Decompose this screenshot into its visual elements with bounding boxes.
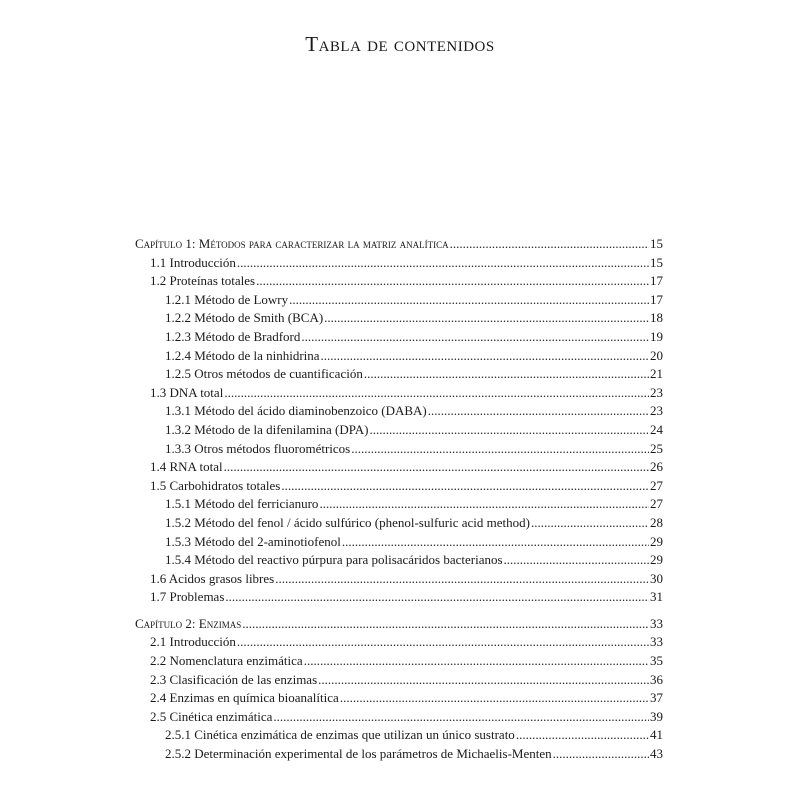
dot-leader	[504, 551, 649, 570]
toc-entry	[135, 347, 663, 366]
toc-entry	[135, 726, 663, 745]
dot-leader	[273, 708, 649, 727]
toc-entry-label: 1.2.1 Método de Lowry	[165, 291, 289, 307]
toc-entry-label: 2.5.2 Determinación experimental de los parámetros de Michaelis-Menten	[165, 746, 552, 762]
toc-entry-label: 1.3.3 Otros métodos fluorométricos	[165, 440, 351, 456]
toc-page-number: 43	[650, 746, 663, 762]
toc-page-number: 24	[650, 421, 663, 437]
toc-entry-label: 1.2.2 Método de Smith (BCA)	[165, 310, 324, 326]
dot-leader	[225, 588, 649, 607]
toc-entry-label: 2.3 Clasificación de las enzimas	[150, 671, 318, 687]
dot-leader	[340, 689, 649, 708]
dot-leader	[237, 633, 649, 652]
toc-entry	[135, 514, 663, 533]
dot-leader	[318, 671, 649, 690]
toc-entry-label: Capítulo 2: Enzimas	[135, 615, 242, 631]
toc-page-number: 18	[650, 310, 663, 326]
page-title: Tabla de contenidos	[305, 32, 495, 56]
toc-entry-label: 1.5.4 Método del reactivo púrpura para polisacáridos bacterianos	[165, 552, 503, 568]
toc-entry	[135, 402, 663, 421]
toc-entry-label: 1.7 Problemas	[150, 589, 225, 605]
toc-page-number: 33	[650, 615, 663, 631]
toc-entry-label: 1.5.1 Método del ferricianuro	[165, 496, 319, 512]
toc-entry-label: 1.2.4 Método de la ninhidrina	[165, 347, 320, 363]
toc-entry	[135, 272, 663, 291]
toc-page-number: 41	[650, 727, 663, 743]
toc-page-number: 36	[650, 671, 663, 687]
toc-page-number: 21	[650, 366, 663, 382]
toc-entry-label: 2.1 Introducción	[150, 634, 236, 650]
toc-entry	[135, 328, 663, 347]
dot-leader	[324, 309, 649, 328]
toc-entry	[135, 291, 663, 310]
toc-entry	[135, 570, 663, 589]
toc-entry-label: 2.2 Nomenclatura enzimática	[150, 653, 303, 669]
toc-page-number: 29	[650, 533, 663, 549]
toc-page-number: 19	[650, 328, 663, 344]
dot-leader	[237, 254, 649, 273]
toc-entry-label: 1.5.3 Método del 2-aminotiofenol	[165, 533, 341, 549]
dot-leader	[224, 458, 649, 477]
toc-entry-label: 1.3.1 Método del ácido diaminobenzoico (DABA)	[165, 403, 427, 419]
toc-entry	[135, 708, 663, 727]
toc-entry-label: 1.3.2 Método de la difenilamina (DPA)	[165, 421, 369, 437]
toc-entry-label: 1.2.3 Método de Bradford	[165, 328, 301, 344]
toc-entry	[135, 671, 663, 690]
dot-leader	[531, 514, 649, 533]
toc-entry	[135, 421, 663, 440]
toc-entry	[135, 254, 663, 273]
toc-page-number: 27	[650, 496, 663, 512]
toc-entry-label: 1.4 RNA total	[150, 459, 223, 475]
dot-leader	[289, 291, 649, 310]
toc-entry	[135, 309, 663, 328]
toc-entry	[135, 365, 663, 384]
toc-page-number: 15	[650, 236, 663, 251]
dot-leader	[224, 384, 649, 403]
toc-entry	[135, 551, 663, 570]
dot-leader	[450, 235, 649, 254]
toc-page-number: 23	[650, 403, 663, 419]
toc-entry-label: 1.6 Acidos grasos libres	[150, 570, 275, 586]
dot-leader	[242, 615, 649, 634]
dot-leader	[319, 495, 649, 514]
toc-entry-label: 1.5.2 Método del fenol / ácido sulfúrico (phenol-sulfuric acid method)	[165, 514, 530, 530]
toc-page-number: 37	[650, 690, 663, 706]
dot-leader	[553, 745, 649, 764]
toc-chapter-entry	[135, 235, 663, 254]
dot-leader	[428, 402, 649, 421]
toc-entry	[135, 689, 663, 708]
toc-page-number: 35	[650, 653, 663, 669]
dot-leader	[342, 533, 649, 552]
dot-leader	[301, 328, 649, 347]
table-of-contents	[135, 235, 663, 764]
toc-entry-label: 1.2.5 Otros métodos de cuantificación	[165, 366, 363, 382]
toc-page-number: 28	[650, 514, 663, 530]
toc-page-number: 33	[650, 634, 663, 650]
toc-entry-label: 2.4 Enzimas en química bioanalítica	[150, 690, 339, 706]
toc-page-number: 31	[650, 589, 663, 605]
dot-leader	[370, 421, 649, 440]
dot-leader	[321, 347, 649, 366]
dot-leader	[351, 440, 649, 459]
toc-entry	[135, 440, 663, 459]
toc-entry	[135, 384, 663, 403]
toc-page-number: 26	[650, 459, 663, 475]
toc-entry	[135, 652, 663, 671]
toc-entry	[135, 633, 663, 652]
toc-page-number: 17	[650, 273, 663, 289]
toc-page-number: 39	[650, 708, 663, 724]
toc-page-number: 29	[650, 552, 663, 568]
toc-chapter-entry	[135, 615, 663, 634]
dot-leader	[256, 272, 649, 291]
dot-leader	[281, 477, 649, 496]
toc-entry	[135, 588, 663, 607]
toc-page-number: 15	[650, 254, 663, 270]
toc-entry	[135, 745, 663, 764]
toc-page-number: 23	[650, 384, 663, 400]
toc-entry-label: 2.5.1 Cinética enzimática de enzimas que utilizan un único sustrato	[165, 727, 515, 743]
toc-entry	[135, 533, 663, 552]
dot-leader	[364, 365, 649, 384]
toc-entry-label: 1.1 Introducción	[150, 254, 236, 270]
dot-leader	[275, 570, 649, 589]
toc-page-number: 17	[650, 291, 663, 307]
toc-entry-label: 1.3 DNA total	[150, 384, 224, 400]
toc-entry-label: Capítulo 1: Métodos para caracterizar la matriz analítica	[135, 236, 449, 251]
toc-page-number: 30	[650, 570, 663, 586]
dot-leader	[304, 652, 649, 671]
toc-entry-label: 2.5 Cinética enzimática	[150, 708, 273, 724]
toc-entry-label: 1.2 Proteínas totales	[150, 273, 256, 289]
toc-entry-label: 1.5 Carbohidratos totales	[150, 477, 281, 493]
toc-page-number: 25	[650, 440, 663, 456]
toc-page-number: 27	[650, 477, 663, 493]
toc-entry	[135, 495, 663, 514]
dot-leader	[516, 726, 649, 745]
toc-entry	[135, 458, 663, 477]
toc-page-number: 20	[650, 347, 663, 363]
toc-entry	[135, 477, 663, 496]
